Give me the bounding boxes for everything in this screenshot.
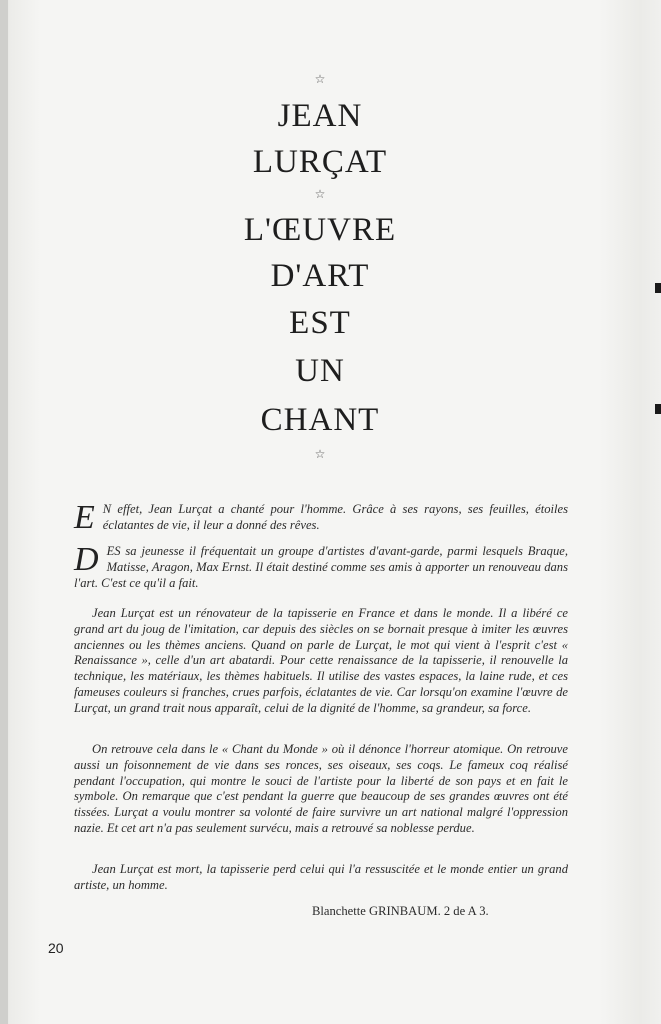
paragraph-1	[74, 499, 568, 536]
title-line-2: LURÇAT	[252, 144, 388, 180]
paragraph-2-text: ES sa jeunesse il fréquentait un groupe d'artistes d'avant-garde, parmi lesquels Braque, Matisse, Aragon, Max Ernst. Il était destiné comme ses amis à apporter un renouveau dans l'art. C'est ce qu'il a fait.	[74, 544, 568, 590]
title-line-1: JEAN	[277, 98, 363, 134]
paragraph-2	[74, 541, 568, 591]
paragraph-3: Jean Lurçat est un rénovateur de la tapisserie en France et dans le monde. Il a libéré ce grand art du joug de l'imitation, car depuis des siècles on se bornait presque à imiter les œuvres anciennes ou les thèmes anciens. Quand on parle de Lurçat, le mot qui vient à l'esprit c'est « Renaissance », celle d'un art abatardi. Pour cette renaissance de la tapisserie, il renouvelle la technique, les matériaux, les thèmes habituels. Il utilise des vastes espaces, la laine rude, et ces fameuses couleurs si franches, crues parfois, éclatantes de vie. Car lorsqu'on examine l'œuvre de Lurçat, un grand trait nous apparaît, celui de la dignité de l'homme, sa grandeur, sa force.	[74, 606, 568, 715]
paragraph-4: On retrouve cela dans le « Chant du Monde » où il dénonce l'horreur atomique. On retrouve aussi un foisonnement de vie dans ses ronces, ses oiseaux, ses coqs. Le fameux coq réalisé pendant l'occupation, qui montre le souci de l'artiste pour la liberté de son pays et en fait le symbole. On remarque que c'est pendant la guerre que beaucoup de ses grandes œuvres ont été tissées. Lurçat a voulu montrer sa volonté de faire survivre un art national malgré l'oppression nazie. Et cet art n'a pas seulement survécu, mais a retrouvé sa noblesse perdue.	[74, 742, 568, 835]
paragraph-5: Jean Lurçat est mort, la tapisserie perd celui qui l'a ressuscitée et le monde entier un grand artiste, un homme.	[74, 862, 568, 892]
star-ornament-middle: ☆	[314, 187, 326, 201]
edge-mark-top	[655, 283, 661, 293]
title-line-6: UN	[295, 353, 345, 389]
paragraph-1-text: N effet, Jean Lurçat a chanté pour l'homme. Grâce à ses rayons, ses feuilles, étoiles éclatantes de vie, il leur a donné des rêves.	[102, 502, 568, 532]
author-signature: Blanchette GRINBAUM. 2 de A 3.	[312, 904, 489, 918]
title-line-4: D'ART	[270, 258, 370, 294]
edge-mark-bottom	[655, 404, 661, 414]
title-line-3: L'ŒUVRE	[243, 212, 397, 248]
drop-cap-e: E	[74, 499, 95, 536]
title-line-5: EST	[289, 305, 351, 341]
binding-edge	[0, 0, 8, 1024]
page-number: 20	[48, 940, 64, 956]
star-ornament-top: ☆	[314, 72, 326, 86]
drop-cap-d: D	[74, 541, 99, 578]
star-ornament-bottom: ☆	[314, 447, 326, 461]
title-line-7: CHANT	[260, 402, 380, 438]
